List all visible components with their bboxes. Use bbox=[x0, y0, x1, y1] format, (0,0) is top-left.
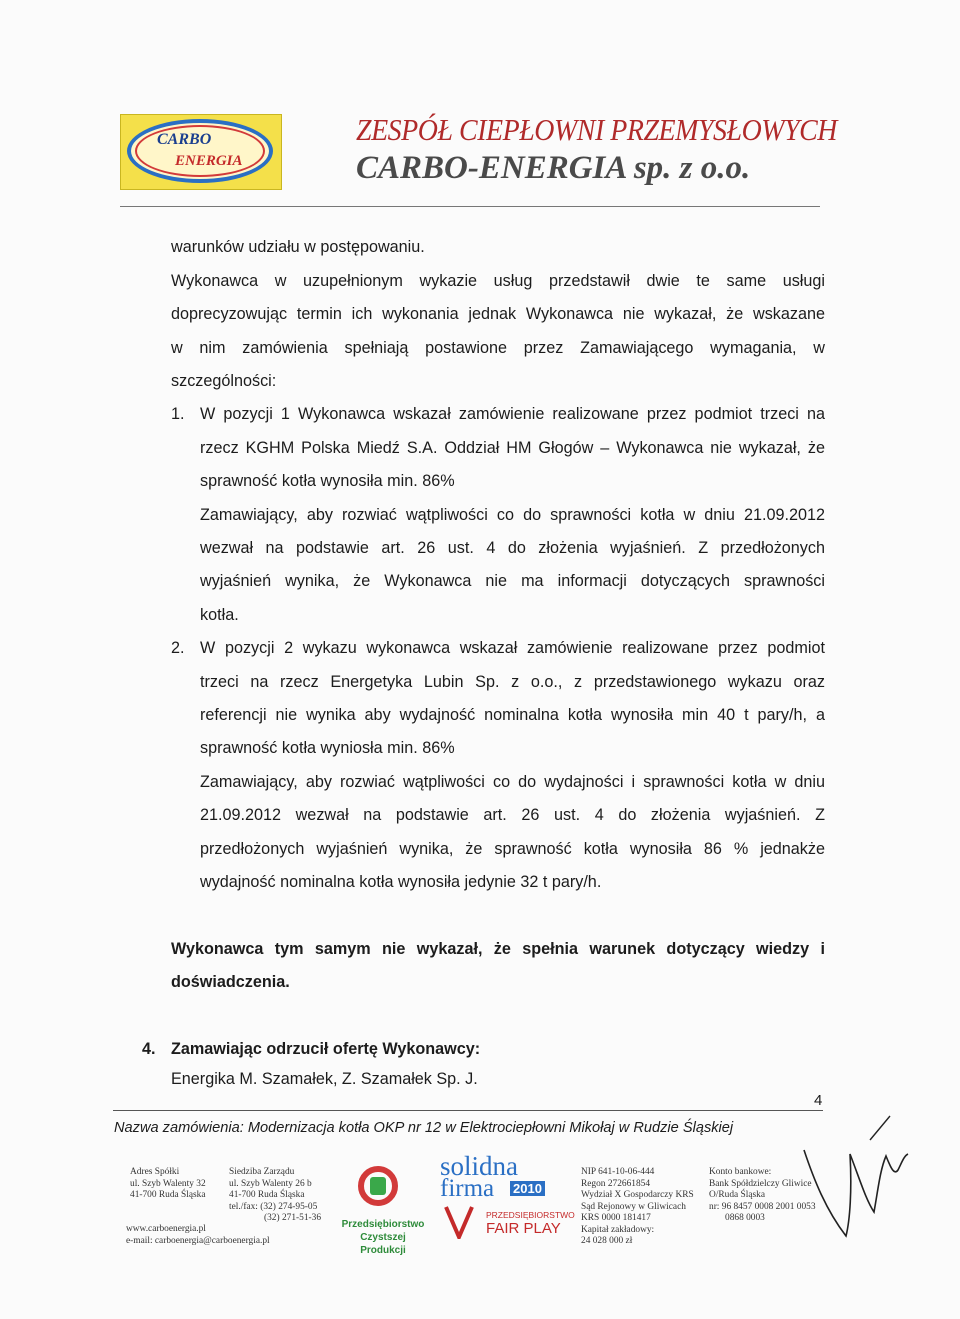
clean-production-text: Przedsiębiorstwo Czystszej Produkcji bbox=[341, 1219, 425, 1256]
company-name-line2: CARBO-ENERGIA sp. z o.o. bbox=[356, 150, 751, 186]
conclusion-line: doświadczenia. bbox=[171, 973, 290, 991]
fair-play-check-icon bbox=[444, 1203, 474, 1239]
logo-text-carbo: CARBO bbox=[157, 131, 212, 148]
company-address: Adres Spółki ul. Szyb Walenty 32 41-700 Ruda Śląska bbox=[130, 1167, 206, 1200]
header-divider bbox=[120, 206, 820, 207]
list-item-line: wyjaśnień wynika, że Wykonawca nie ma informacji dotyczących sprawności bbox=[200, 572, 825, 590]
list-item-line: sprawność kotła wynosiła min. 86% bbox=[200, 472, 455, 490]
body-line: doprecyzowując termin ich wykonania jednak Wykonawca nie wykazał, że wskazane bbox=[171, 305, 825, 323]
body-line: w nim zamówienia spełniają postawione przez Zamawiającego wymagania, w bbox=[171, 339, 825, 357]
list-item-line: rzecz KGHM Polska Miedź S.A. Oddział HM Głogów – Wykonawca nie wykazał, że bbox=[200, 439, 825, 457]
body-line: Wykonawca w uzupełnionym wykazie usług przedstawił dwie te same usługi bbox=[171, 272, 825, 290]
list-item-line: 21.09.2012 wezwał na podstawie art. 26 ust. 4 do złożenia wyjaśnień. Z bbox=[200, 806, 825, 824]
list-item-line: wydajność nominalna kotła wynosiła jedynie 32 t pary/h. bbox=[200, 873, 602, 891]
list-item-line: trzeci na rzecz Energetyka Lubin Sp. z o.o., z przedstawionego wykazu oraz bbox=[200, 673, 825, 691]
section-number: 4. bbox=[142, 1040, 156, 1058]
body-line: szczególności: bbox=[171, 372, 277, 390]
order-name: Nazwa zamówienia: Modernizacja kotła OKP nr 12 w Elektrociepłowni Mikołaj w Rudzie Śląskiej bbox=[114, 1120, 734, 1136]
list-item-line: Zamawiający, aby rozwiać wątpliwości co do sprawności kotła w dniu 21.09.2012 bbox=[200, 506, 825, 524]
handwritten-signature bbox=[800, 1110, 910, 1250]
bank-info: Konto bankowe: Bank Spółdzielczy Gliwice O/Ruda Śląska nr: 96 8457 0008 2001 0053 0868 0003 bbox=[709, 1167, 816, 1223]
list-item-line: wezwał na podstawie art. 26 ust. 4 do złożenia wyjaśnień. Z przedłożonych bbox=[200, 539, 825, 557]
company-logo bbox=[120, 114, 282, 190]
list-number: 1. bbox=[171, 405, 185, 423]
list-item-line: referencji nie wynika aby wydajność nominalna kotła wynosiła min 40 t pary/h, a bbox=[200, 706, 825, 724]
registration-info: NIP 641-10-06-444 Regon 272661854 Wydział X Gospodarczy KRS Sąd Rejonowy w Gliwicach KRS 0000 181417 Kapitał zakładowy: 24 028 000 zł bbox=[581, 1167, 694, 1246]
conclusion-line: Wykonawca tym samym nie wykazał, że spełnia warunek dotyczący wiedzy i bbox=[171, 940, 825, 958]
logo-text-energia: ENERGIA bbox=[175, 153, 243, 169]
list-item-line: sprawność kotła wyniosła min. 86% bbox=[200, 739, 455, 757]
list-number: 2. bbox=[171, 639, 185, 657]
solidna-firma-logo-word2: firma bbox=[440, 1175, 495, 1202]
clean-production-logo-mark bbox=[370, 1177, 386, 1195]
list-item-line: W pozycji 2 wykazu wykonawca wskazał zamówienie realizowane przez podmiot bbox=[200, 639, 825, 657]
solidna-firma-year: 2010 bbox=[510, 1181, 545, 1196]
body-line: warunków udziału w postępowaniu. bbox=[171, 238, 425, 256]
list-item-line: kotła. bbox=[200, 606, 239, 624]
headquarters-address: Siedziba Zarządu ul. Szyb Walenty 26 b 41-700 Ruda Śląska tel./fax: (32) 274-95-05 (32) 271-51-36 bbox=[229, 1167, 322, 1223]
list-item-line: przedłożonych wyjaśnień wynika, że sprawność kotła wynosiła 86 % jednakże bbox=[200, 840, 825, 858]
list-item-line: Zamawiający, aby rozwiać wątpliwości co do wydajności i sprawności kotła w dniu bbox=[200, 773, 825, 791]
company-name-line1: ZESPÓŁ CIEPŁOWNI PRZEMYSŁOWYCH bbox=[356, 112, 837, 147]
section-text: Energika M. Szamałek, Z. Szamałek Sp. J. bbox=[171, 1070, 478, 1088]
solidna-firma-logo-word: solidna bbox=[440, 1151, 518, 1181]
page-number: 4 bbox=[814, 1092, 823, 1109]
footer-divider bbox=[113, 1110, 823, 1111]
fair-play-small-text: PRZEDSIĘBIORSTWO bbox=[486, 1210, 575, 1220]
list-item-line: W pozycji 1 Wykonawca wskazał zamówienie realizowane przez podmiot trzeci na bbox=[200, 405, 825, 423]
section-title: Zamawiając odrzucił ofertę Wykonawcy: bbox=[171, 1040, 481, 1058]
fair-play-text: FAIR PLAY bbox=[486, 1220, 561, 1237]
company-contact: www.carboenergia.pl e-mail: carboenergia@carboenergia.pl bbox=[126, 1224, 270, 1246]
